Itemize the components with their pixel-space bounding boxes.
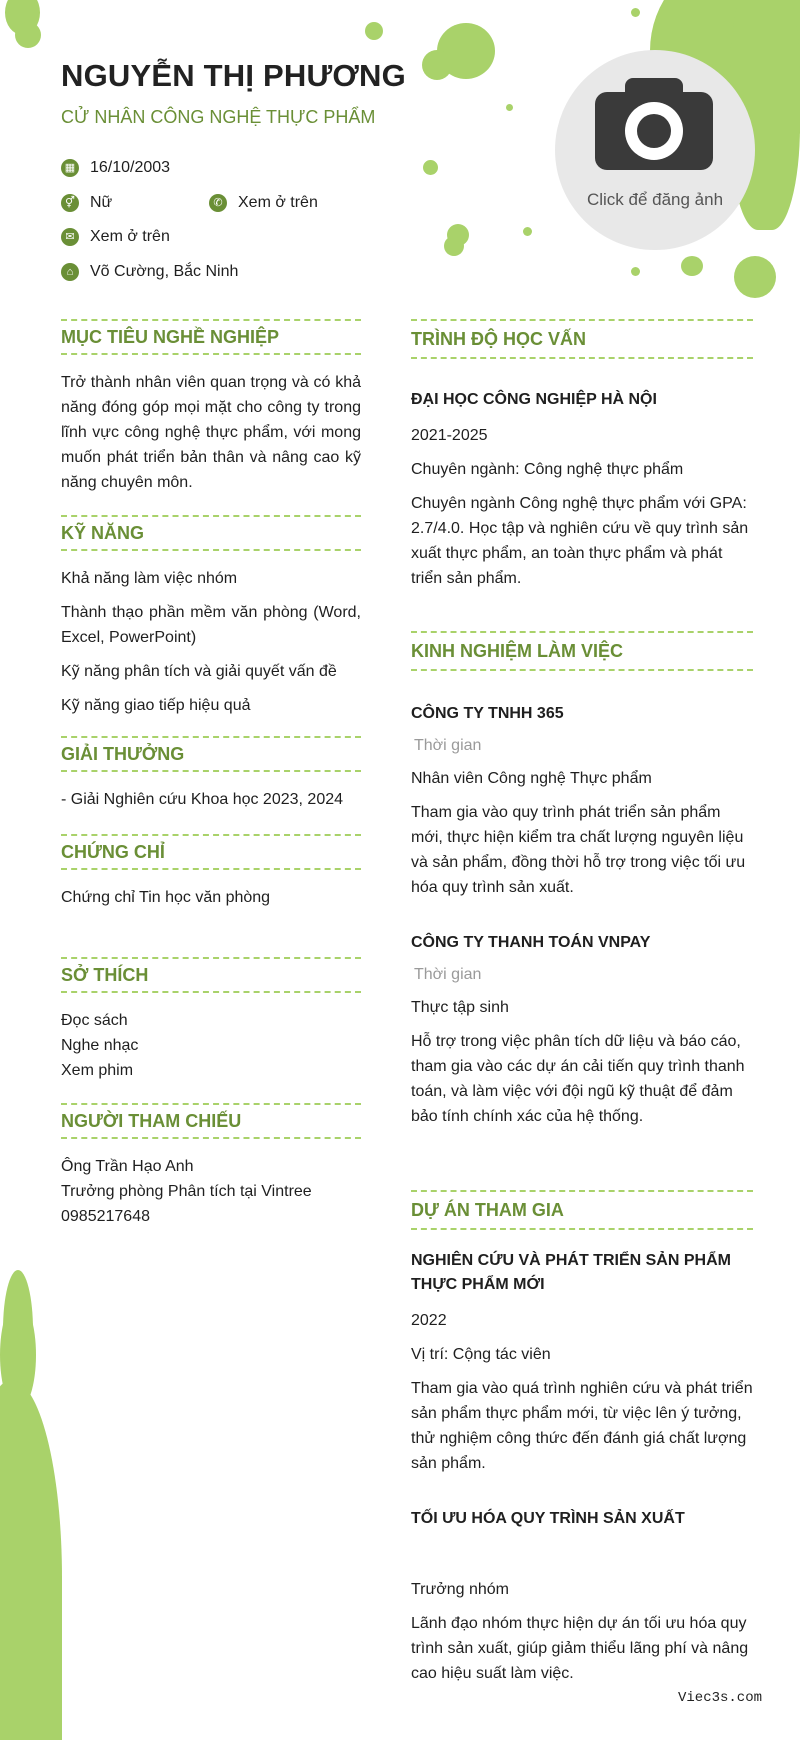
home-icon: ⌂: [61, 263, 79, 281]
gender-row: [61, 194, 112, 212]
education-description: Chuyên ngành Công nghệ thực phẩm với GPA: 2.7/4.0. Học tập và nghiên cứu về quy trình sản xuất thực phẩm, an toàn thực phẩm và phát triển sản phẩm.: [411, 495, 749, 587]
candidate-name: NGUYỄN THỊ PHƯƠNG: [61, 58, 406, 93]
decor-blob: [734, 256, 776, 298]
job-position: Thực tập sinh: [411, 999, 509, 1016]
education-section: [411, 319, 753, 591]
decor-blob: [631, 267, 640, 276]
phone-value: Xem ở trên: [238, 194, 318, 211]
decor-blob: [681, 256, 703, 276]
project-year: 2022: [411, 1312, 447, 1329]
company-name: CÔNG TY THANH TOÁN VNPAY: [411, 934, 651, 951]
candidate-title: CỬ NHÂN CÔNG NGHỆ THỰC PHẨM: [61, 107, 376, 127]
gender-icon: ⚥: [61, 194, 79, 212]
watermark: Viec3s.com: [677, 1690, 762, 1706]
job-time: Thời gian: [414, 966, 482, 983]
certificates-section: [61, 834, 361, 910]
hobby-item: Xem phim: [61, 1062, 134, 1079]
hobby-item: Nghe nhạc: [61, 1037, 139, 1054]
section-heading: SỞ THÍCH: [61, 957, 361, 993]
email-icon: ✉: [61, 228, 79, 246]
reference-line: Ông Trần Hạo Anh: [61, 1158, 194, 1175]
reference-line: Trưởng phòng Phân tích tại Vintree: [61, 1183, 312, 1200]
hobby-item: Đọc sách: [61, 1012, 128, 1029]
objective-text: Trở thành nhân viên quan trọng và có khả năng đóng góp mọi mặt cho công ty trong lĩnh vực công nghệ thực phẩm, với mong muốn phát triển bản thân và nâng cao kỹ năng chuyên môn.: [61, 374, 361, 491]
birthdate-value: 16/10/2003: [90, 159, 171, 176]
reference-line: 0985217648: [61, 1208, 150, 1225]
phone-row: [209, 194, 318, 212]
awards-section: [61, 736, 361, 812]
decor-blob: [444, 236, 464, 256]
skills-section: [61, 515, 361, 718]
address-value: Võ Cường, Bắc Ninh: [90, 263, 239, 280]
hobbies-section: [61, 957, 361, 1083]
project-role: Trưởng nhóm: [411, 1581, 509, 1598]
job-description: Tham gia vào quy trình phát triển sản phẩm mới, thực hiện kiểm tra chất lượng nguyên liệu và sản phẩm, đồng thời hỗ trợ trong việc tối ưu hóa quy trình sản xuất.: [411, 804, 746, 896]
project-name: TỐI ƯU HÓA QUY TRÌNH SẢN XUẤT: [411, 1510, 685, 1527]
section-heading: GIẢI THƯỞNG: [61, 736, 361, 772]
job-description: Hỗ trợ trong việc phân tích dữ liệu và báo cáo, tham gia vào các dự án cải tiến quy trình thanh toán, và làm việc với đội ngũ kỹ thuật để đảm bảo tính chính xác của hệ thống.: [411, 1033, 745, 1125]
section-heading: DỰ ÁN THAM GIA: [411, 1190, 753, 1230]
decor-blob: [422, 50, 452, 80]
education-major: Chuyên ngành: Công nghệ thực phẩm: [411, 461, 684, 478]
project-name: NGHIÊN CỨU VÀ PHÁT TRIỂN SẢN PHẨM THỰC PHẨM MỚI: [411, 1252, 731, 1293]
project-role: Vị trí: Cộng tác viên: [411, 1346, 551, 1363]
job-position: Nhân viên Công nghệ Thực phẩm: [411, 770, 652, 787]
company-name: CÔNG TY TNHH 365: [411, 705, 564, 722]
award-item: - Giải Nghiên cứu Khoa học 2023, 2024: [61, 791, 344, 808]
experience-section: [411, 631, 753, 1129]
skill-item: Khả năng làm việc nhóm: [61, 570, 238, 587]
decor-blob: [365, 22, 383, 40]
job-time: Thời gian: [414, 737, 482, 754]
objective-section: [61, 319, 361, 495]
decor-blob: [631, 8, 640, 17]
phone-icon: ✆: [209, 194, 227, 212]
email-row: [61, 228, 170, 246]
gender-value: Nữ: [90, 194, 113, 211]
school-name: ĐẠI HỌC CÔNG NGHIỆP HÀ NỘI: [411, 391, 657, 408]
skill-item: Thành thạo phần mềm văn phòng (Word, Excel, PowerPoint): [61, 604, 361, 646]
decor-blob: [15, 22, 41, 48]
section-heading: NGƯỜI THAM CHIẾU: [61, 1103, 361, 1139]
section-heading: MỤC TIÊU NGHỀ NGHIỆP: [61, 319, 361, 355]
decor-blob: [423, 160, 438, 175]
email-value: Xem ở trên: [90, 228, 170, 245]
section-heading: KINH NGHIỆM LÀM VIỆC: [411, 631, 753, 671]
address-row: [61, 263, 238, 281]
photo-upload-label: Click để đăng ảnh: [586, 190, 724, 209]
education-years: 2021-2025: [411, 427, 488, 444]
references-section: [61, 1103, 361, 1229]
decor-blob: [523, 227, 532, 236]
photo-upload[interactable]: [555, 50, 755, 250]
birthdate-row: [61, 159, 170, 177]
project-description: Lãnh đạo nhóm thực hiện dự án tối ưu hóa quy trình sản xuất, giúp giảm thiểu lãng phí và nâng cao hiệu suất làm việc.: [411, 1615, 749, 1682]
section-heading: TRÌNH ĐỘ HỌC VẤN: [411, 319, 753, 359]
project-description: Tham gia vào quá trình nghiên cứu và phát triển sản phẩm thực phẩm mới, từ việc lên ý tưởng, thử nghiệm công thức đến đánh giá chất lượng sản phẩm.: [411, 1380, 753, 1472]
skill-item: Kỹ năng phân tích và giải quyết vấn đề: [61, 663, 337, 680]
calendar-icon: ▦: [61, 159, 79, 177]
camera-lens-inner: [637, 114, 671, 148]
decor-blob: [506, 104, 513, 111]
decor-blob: [0, 1380, 62, 1740]
section-heading: CHỨNG CHỈ: [61, 834, 361, 870]
certificate-item: Chứng chỉ Tin học văn phòng: [61, 889, 271, 906]
projects-section: [411, 1190, 753, 1686]
section-heading: KỸ NĂNG: [61, 515, 361, 551]
skill-item: Kỹ năng giao tiếp hiệu quả: [61, 697, 251, 714]
